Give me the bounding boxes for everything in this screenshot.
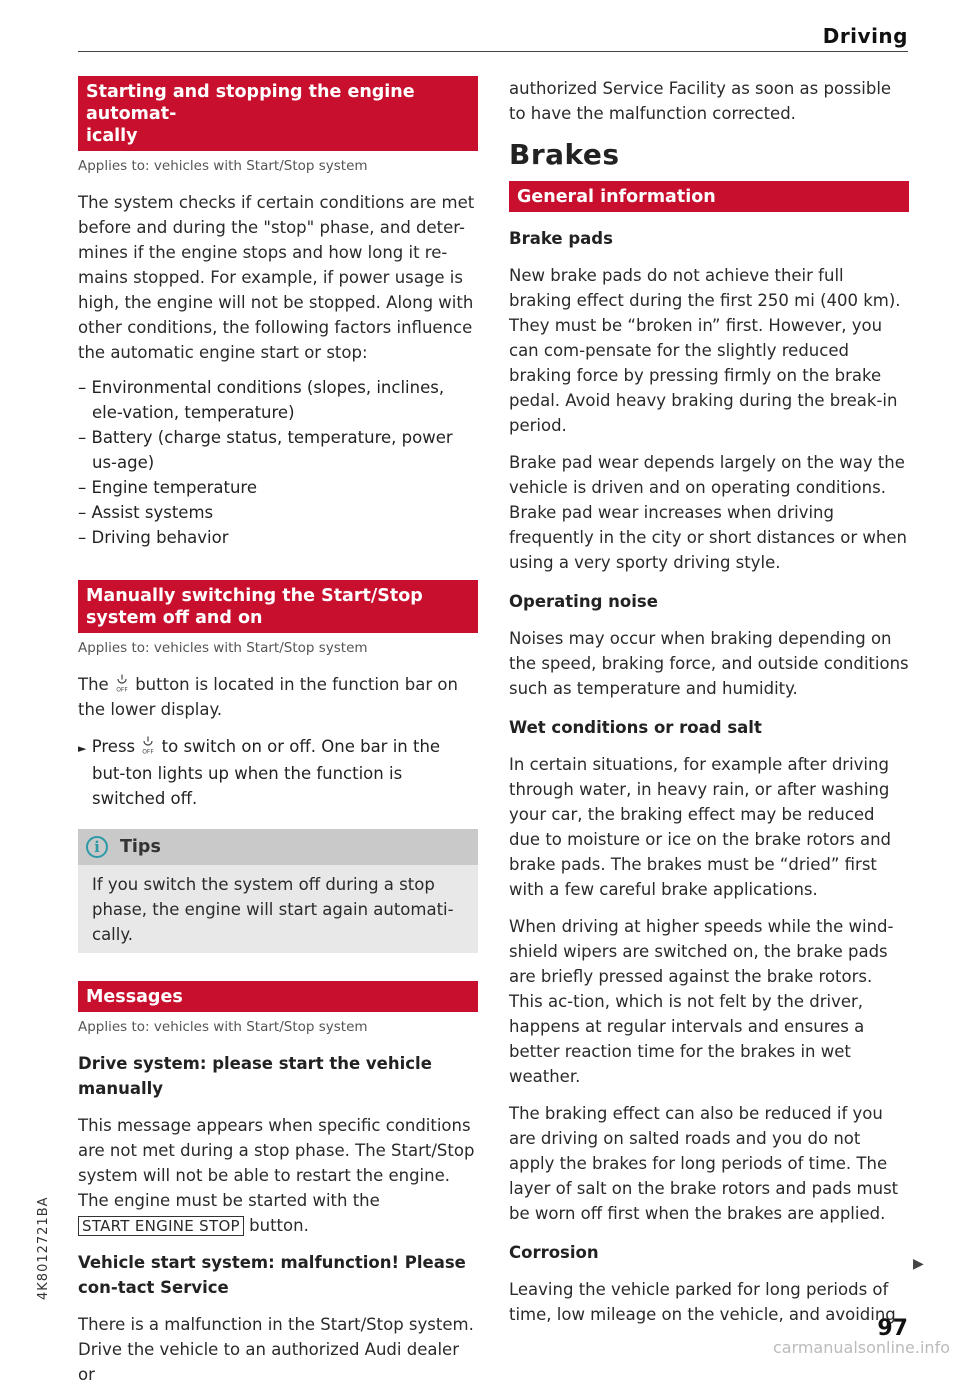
paragraph: In certain situations, for example after driving through water, in heavy rain, or after washing your car, the braking effect may be reduced due to moisture or ice on the brake rotors and brake pads. The brakes must be “dried” first with a few careful brake applications. xyxy=(509,755,892,899)
paragraph: There is a malfunction in the Start/Stop system. Drive the vehicle to an authorized Audi dealer or xyxy=(78,1315,474,1384)
right-column xyxy=(509,76,909,1327)
text: This message appears when specific conditions are not met during a stop phase. The Start/Stop system will not be able to restart the engine. The engine must be started with the xyxy=(78,1116,475,1210)
paragraph: The braking effect can also be reduced if you are driving on salted roads and you do not apply the brakes for long periods of time. The layer of salt on the brake rotors and pads must be worn off first when the brakes are applied. xyxy=(509,1104,899,1223)
instruction-step xyxy=(78,734,478,811)
paragraph: Brake pad wear depends largely on the way the vehicle is driven and on operating conditions. Brake pad wear increases when driving frequently in the city or short distances or when using a very sporty driving style. xyxy=(509,453,907,572)
start-engine-stop-button-label: START ENGINE STOP xyxy=(78,1216,244,1236)
text: button. xyxy=(249,1216,309,1235)
tips-body: If you switch the system off during a stop phase, the engine will start again automati-cally. xyxy=(92,875,454,944)
message-heading: Drive system: please start the vehicle manually xyxy=(78,1054,432,1098)
list-item: – Environmental conditions (slopes, inclines, ele-vation, temperature) xyxy=(78,378,445,422)
section-banner-auto-start-stop: Starting and stopping the engine automat- ically xyxy=(78,76,478,151)
info-icon: i xyxy=(86,836,108,858)
paragraph: When driving at higher speeds while the wind-shield wipers are switched on, the brake pads are briefly pressed against the brake rotors. This ac-tion, which is not felt by the driver, happens at regular intervals and ensures a better reaction time for the brakes in wet weather. xyxy=(509,917,894,1086)
left-column xyxy=(78,76,478,1387)
step-arrow-icon: ► xyxy=(78,742,87,755)
tips-label: Tips xyxy=(120,837,161,857)
start-stop-off-icon xyxy=(114,673,130,693)
subheading-corrosion: Corrosion xyxy=(509,1243,599,1262)
paragraph: Leaving the vehicle parked for long periods of time, low mileage on the vehicle, and avoiding xyxy=(509,1280,896,1324)
applies-to-note: Applies to: vehicles with Start/Stop system xyxy=(78,640,368,656)
section-banner-manual-switch: Manually switching the Start/Stop system off and on xyxy=(78,580,478,633)
paragraph: Noises may occur when braking depending on the speed, braking force, and outside conditions such as temperature and humidity. xyxy=(509,629,909,698)
list-item: – Assist systems xyxy=(78,503,214,522)
subheading-operating-noise: Operating noise xyxy=(509,592,658,611)
svg-text:OFF: OFF xyxy=(142,748,155,755)
subheading-brake-pads: Brake pads xyxy=(509,229,613,248)
continue-arrow-icon: ▶ xyxy=(913,1256,924,1272)
applies-to-note: Applies to: vehicles with Start/Stop system xyxy=(78,158,368,174)
tips-box xyxy=(78,829,478,953)
page-number: 97 xyxy=(877,1316,908,1341)
factor-list xyxy=(78,375,478,550)
paragraph: New brake pads do not achieve their full braking effect during the first 250 mi (400 km). They must be “broken in” first. However, you can com-pensate for the slightly reduced braking force by pressing firmly on the brake pedal. Avoid heavy braking during the break-in period. xyxy=(509,266,901,435)
header-divider xyxy=(78,51,908,52)
watermark-text: carmanualsonline.info xyxy=(772,1338,950,1357)
list-item: – Driving behavior xyxy=(78,528,229,547)
message-heading: Vehicle start system: malfunction! Please con-tact Service xyxy=(78,1253,466,1297)
section-banner-messages: Messages xyxy=(78,981,478,1012)
paragraph: The system checks if certain conditions are met before and during the "stop" phase, and deter-mines if the engine stops and how long it re-mains stopped. For example, if power usage is high, the engine will not be stopped. Along with other conditions, the following factors influence the automatic engine start or stop: xyxy=(78,193,475,362)
list-item: – Engine temperature xyxy=(78,478,258,497)
paragraph: authorized Service Facility as soon as possible to have the malfunction corrected. xyxy=(509,79,892,123)
section-banner-general-info: General information xyxy=(509,181,909,212)
svg-text:OFF: OFF xyxy=(116,686,128,693)
chapter-heading-brakes: Brakes xyxy=(509,138,620,171)
text: button is located in the function bar on the lower display. xyxy=(78,675,458,719)
text: to switch on or off. One bar in the but-ton lights up when the function is switched off. xyxy=(92,737,441,808)
page-header-title: Driving xyxy=(822,24,908,48)
text: The xyxy=(78,675,109,694)
applies-to-note: Applies to: vehicles with Start/Stop system xyxy=(78,1019,368,1035)
paragraph xyxy=(78,672,478,722)
paragraph xyxy=(78,1113,478,1238)
document-code: 4K8012721BA xyxy=(36,1196,51,1300)
subheading-wet-conditions: Wet conditions or road salt xyxy=(509,718,762,737)
text: Press xyxy=(91,737,136,756)
start-stop-off-icon xyxy=(140,735,156,755)
tips-header xyxy=(78,829,478,865)
list-item: – Battery (charge status, temperature, power us-age) xyxy=(78,428,453,472)
